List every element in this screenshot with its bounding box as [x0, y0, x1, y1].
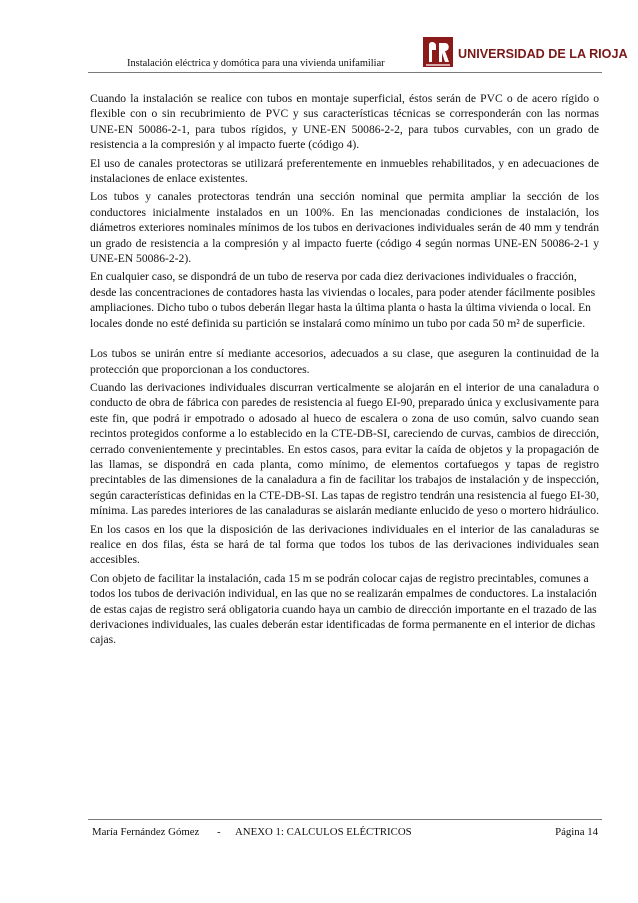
- paragraph: Los tubos y canales protectoras tendrán una sección nominal que permita ampliar la sección de los conductores inicialmente instalados en un 100%. En las mencionadas condiciones de instalación, los diámetros exteriores nominales mínimos de los tubos en derivaciones individuales serán de 40 mm y tendrán un grado de resistencia a la compresión y al impacto fuerte (código 4 según normas UNE-EN 50086-2-1 y UNE-EN 50086-2-2).: [90, 190, 599, 266]
- footer-separator: -: [217, 826, 221, 838]
- paragraph: Los tubos se unirán entre sí mediante accesorios, adecuados a su clase, que aseguren la continuidad de la protección que proporcionan a los conductores.: [90, 347, 599, 376]
- paragraph: En los casos en los que la disposición de las derivaciones individuales en el interior de las canaladuras se realice en dos filas, ésta se hará de tal forma que todos los tubos de las derivaciones individuales sean accesibles.: [90, 522, 599, 567]
- footer-author: María Fernández Gómez: [92, 826, 200, 838]
- paragraph: El uso de canales protectoras se utilizará preferentemente en inmuebles rehabilitados, y en adecuaciones de instalaciones de enlace existentes.: [90, 156, 599, 186]
- footer-rule: [88, 819, 602, 820]
- footer-page-number: Página 14: [555, 826, 598, 838]
- university-logo: [423, 36, 628, 70]
- footer-annex-title: ANEXO 1: CALCULOS ELÉCTRICOS: [235, 826, 412, 838]
- paragraph: Con objeto de facilitar la instalación, cada 15 m se podrán colocar cajas de registro precintables, comunes a todos los tubos de derivación individual, en las que no se realizarán empalmes de conductores. La instalación de estas cajas de registro será obligatoria cuando haya un cambio de dirección importante en el trazado de las derivaciones individuales, las cuales deberán estar identificadas de forma permanente en el interior de dichas cajas.: [90, 571, 597, 647]
- paragraph: Cuando la instalación se realice con tubos en montaje superficial, éstos serán de PVC o de acero rígido o flexible con o sin recubrimiento de PVC y sus características técnicas se corresponderán con las normas UNE-EN 50086-2-1, para tubos rígidos, y UNE-EN 50086-2-2, para tubos curvables, con un grado de resistencia a la compresión y al impacto fuerte (código 4).: [90, 92, 599, 152]
- university-emblem-icon: [423, 36, 628, 70]
- paragraph: Cuando las derivaciones individuales discurran verticalmente se alojarán en el interior de una canaladura o conducto de obra de fábrica con paredes de resistencia al fuego EI-90, preparado única y exclusivamente para este fin, que podrá ir empotrado o adosado al hueco de escalera o zona de uso común, salvo cuando sean recintos protegidos conforme a lo establecido en la CTE-DB-SI, careciendo de curvas, cambios de dirección, cerrado convenientemente y precintables. En estos casos, para evitar la caída de objetos y la propagación de las llamas, se dispondrá en cada planta, como mínimo, de elementos cortafuegos y tapas de registro precintables de las dimensiones de la canaladura a fin de facilitar los trabajos de instalación y de inspección, según características definidas en la CTE-DB-SI. Las tapas de registro tendrán una resistencia al fuego EI-30, mínima. Las paredes interiores de las canaladuras se aislarán mediante enlucido de yeso o mortero hidráulico.: [90, 380, 599, 518]
- paragraph: En cualquier caso, se dispondrá de un tubo de reserva por cada diez derivaciones individuales o fracción, desde las concentraciones de contadores hasta las viviendas o locales, para poder atender fácilmente posibles ampliaciones. Dicho tubo o tubos deberán llegar hasta la última planta o hasta la última vivienda o local. En locales donde no esté definida su partición se instalará como mínimo un tubo por cada 50 m² de superficie.: [90, 270, 596, 330]
- header-rule: [88, 72, 602, 73]
- logo-text: UNIVERSIDAD DE LA RIOJA: [458, 47, 628, 61]
- header-title: Instalación eléctrica y domótica para una vivienda unifamiliar: [127, 58, 385, 69]
- document-body: [90, 91, 599, 651]
